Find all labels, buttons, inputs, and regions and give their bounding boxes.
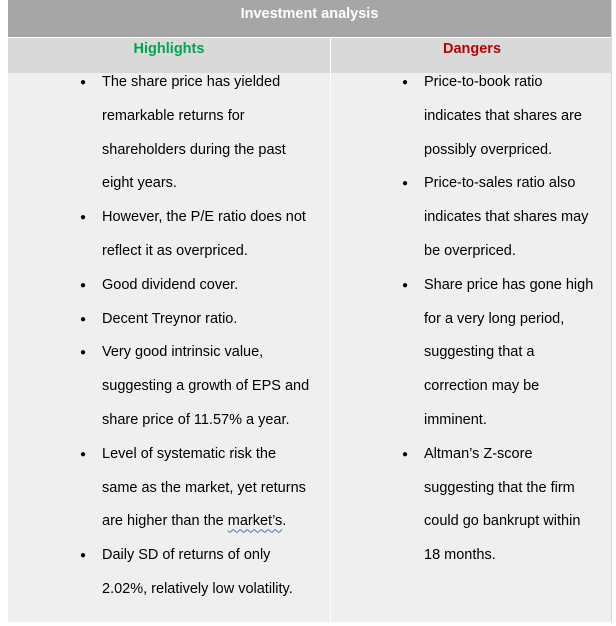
highlight-item (80, 201, 317, 269)
highlight-item (80, 303, 317, 337)
highlight-item (80, 438, 317, 539)
table-title: Investment analysis (240, 6, 379, 22)
highlight-item-line: Very good intrinsic value, (102, 344, 264, 361)
bullet-icon: ● (80, 550, 87, 562)
danger-item (402, 269, 608, 438)
danger-item-line: indicates that shares are (424, 107, 582, 124)
highlight-item (80, 66, 317, 201)
danger-item-line: Share price has gone high (424, 276, 594, 293)
highlight-item (80, 269, 317, 303)
highlights-list (80, 66, 317, 607)
bullet-icon: ● (402, 448, 409, 460)
highlight-item (80, 539, 317, 607)
highlight-item-line: Decent Treynor ratio. (102, 310, 238, 327)
highlight-item-line: The share price has yielded (102, 74, 281, 90)
highlight-item-line: Good dividend cover. (102, 276, 239, 293)
danger-item-line: could go bankrupt within (424, 513, 581, 530)
highlight-item-line: However, the P/E ratio does not (102, 209, 306, 226)
bullet-icon: ● (80, 313, 87, 325)
bullet-icon: ● (80, 448, 87, 460)
highlight-item (80, 336, 317, 437)
highlight-item-line (102, 505, 317, 539)
line-text: . (282, 513, 287, 530)
danger-item-line: Price-to-book ratio (424, 74, 543, 90)
danger-item-line: imminent. (424, 411, 487, 428)
danger-item (402, 66, 608, 167)
danger-item-line: possibly overpriced. (424, 141, 553, 158)
highlight-item-line: Level of systematic risk the (102, 445, 277, 462)
danger-item-line: 18 months. (424, 547, 496, 564)
bullet-icon: ● (402, 279, 409, 291)
danger-item (402, 167, 608, 268)
danger-item-line: suggesting that a (424, 344, 535, 361)
highlight-item-line: eight years. (102, 175, 177, 192)
bullet-icon: ● (402, 178, 409, 190)
danger-item-line: be overpriced. (424, 242, 516, 259)
spellcheck-flagged-word: market’s (227, 513, 283, 530)
highlights-heading: Highlights (133, 41, 205, 57)
danger-item-line: correction may be (424, 378, 540, 395)
highlight-item-line: Daily SD of returns of only (102, 547, 271, 564)
dangers-list (402, 66, 608, 573)
danger-item-line: suggesting that the firm (424, 479, 575, 496)
bullet-icon: ● (80, 77, 87, 88)
column-divider (330, 38, 331, 622)
bullet-icon: ● (80, 279, 87, 291)
danger-item-line: Price-to-sales ratio also (424, 175, 576, 192)
highlight-item-line: same as the market, yet returns (102, 479, 306, 496)
dangers-heading: Dangers (442, 41, 502, 57)
highlight-item-line: suggesting a growth of EPS and (102, 378, 310, 395)
bullet-icon: ● (80, 347, 87, 359)
highlight-item-line: reflect it as overpriced. (102, 242, 248, 259)
danger-item-line: Altman’s Z-score (424, 445, 533, 462)
bullet-icon: ● (80, 212, 87, 224)
danger-item-line: for a very long period, (424, 310, 565, 327)
line-text: are higher than the (102, 513, 228, 530)
danger-item-line: indicates that shares may (424, 209, 589, 226)
highlight-item-line: shareholders during the past (102, 141, 286, 158)
highlight-item-line: share price of 11.57% a year. (102, 411, 290, 428)
highlight-item-line: 2.02%, relatively low volatility. (102, 580, 293, 597)
bullet-icon: ● (402, 77, 409, 88)
danger-item (402, 438, 608, 573)
table-title-row (8, 0, 611, 38)
highlight-item-line: remarkable returns for (102, 107, 245, 124)
